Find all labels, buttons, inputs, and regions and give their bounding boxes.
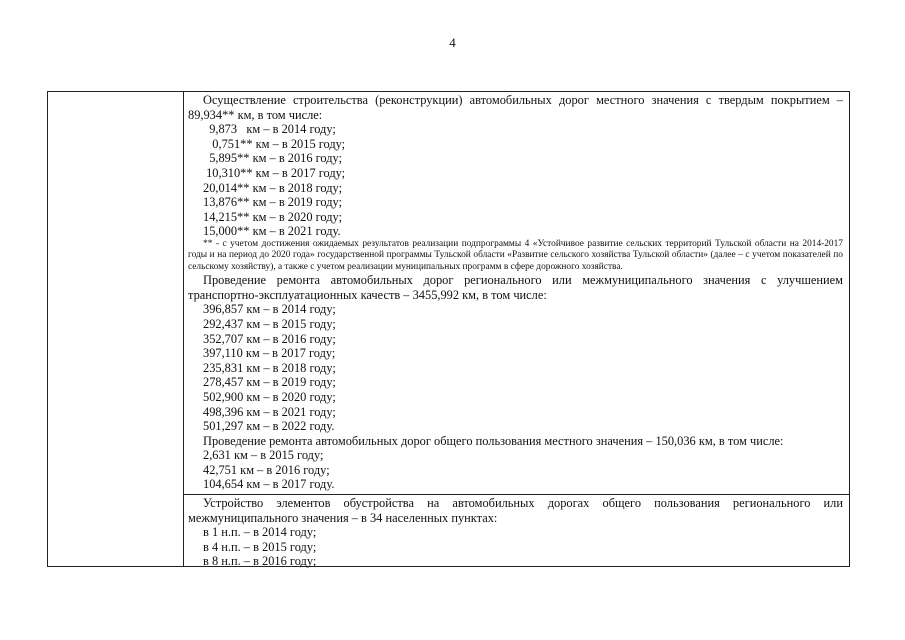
paragraph-road-facilities: Устройство элементов обустройства на автомобильных дорогах общего пользования регионального или межмуниципального значения – в 34 населенных пунктах: — [188, 496, 843, 525]
list-construction-by-year — [188, 122, 843, 239]
paragraph-local-repair: Проведение ремонта автомобильных дорог общего пользования местного значения – 150,036 км, в том числе: — [203, 433, 784, 448]
list-item: 397,110 км – в 2017 году; — [203, 346, 336, 361]
list-local-repair-by-year — [188, 448, 843, 492]
list-item: 15,000** км – в 2021 году. — [203, 224, 341, 239]
paragraph-regional-repair: Проведение ремонта автомобильных дорог регионального или межмуниципального значения с улучшением транспортно-эксплуатационных качеств – 3455,992 км, в том числе: — [188, 273, 843, 302]
list-item: 0,751** км – в 2015 году; — [203, 136, 346, 151]
list-item: 2,631 км – в 2015 году; — [203, 448, 324, 463]
list-item: 13,876** км – в 2019 году; — [203, 195, 343, 210]
list-item: в 4 н.п. – в 2015 году; — [203, 539, 317, 554]
list-item: 502,900 км – в 2020 году; — [203, 389, 336, 404]
list-settlements-by-year — [188, 525, 843, 569]
table-cell-road-facilities — [188, 496, 843, 569]
list-item: 235,831 км – в 2018 году; — [203, 360, 336, 375]
table-row-divider — [183, 494, 849, 495]
list-item: 9,873 км – в 2014 году; — [203, 122, 336, 137]
table-cell-construction-repair — [188, 93, 843, 492]
document-table — [47, 91, 850, 567]
paragraph-construction: Осуществление строительства (реконструкции) автомобильных дорог местного значения с твердым покрытием – 89,934** км, в том числе: — [188, 93, 843, 122]
list-item: 14,215** км – в 2020 году; — [203, 209, 343, 224]
list-item: 10,310** км – в 2017 году; — [203, 165, 346, 180]
list-item: 396,857 км – в 2014 году; — [203, 302, 336, 317]
list-item: 352,707 км – в 2016 году; — [203, 331, 336, 346]
list-item: 5,895** км – в 2016 году; — [203, 151, 343, 166]
list-regional-repair-by-year — [188, 302, 843, 433]
list-item: в 1 н.п. – в 2014 году; — [203, 525, 317, 540]
list-item: 278,457 км – в 2019 году; — [203, 375, 336, 390]
page-number: 4 — [449, 35, 456, 50]
list-item: 292,437 км – в 2015 году; — [203, 316, 336, 331]
list-item: в 8 н.п. – в 2016 году; — [203, 554, 317, 569]
list-item: 104,654 км – в 2017 году. — [203, 477, 335, 492]
list-item: 20,014** км – в 2018 году; — [203, 180, 343, 195]
list-item: 42,751 км – в 2016 году; — [203, 462, 330, 477]
list-item: 498,396 км – в 2021 году; — [203, 404, 336, 419]
footnote: ** - с учетом достижения ожидаемых результатов реализации подпрограммы 4 «Устойчивое развитие сельских территорий Тульской области на 2014-2017 годы и на период до 2020 года» государственной программы Тульской области «Развитие сельского хозяйства Тульской области» (далее – с учетом показателей по сельскому хозяйству), а также с учетом реализации муниципальных программ в сфере дорожного хозяйства. — [188, 238, 843, 272]
list-item: 501,297 км – в 2022 году. — [203, 419, 335, 434]
